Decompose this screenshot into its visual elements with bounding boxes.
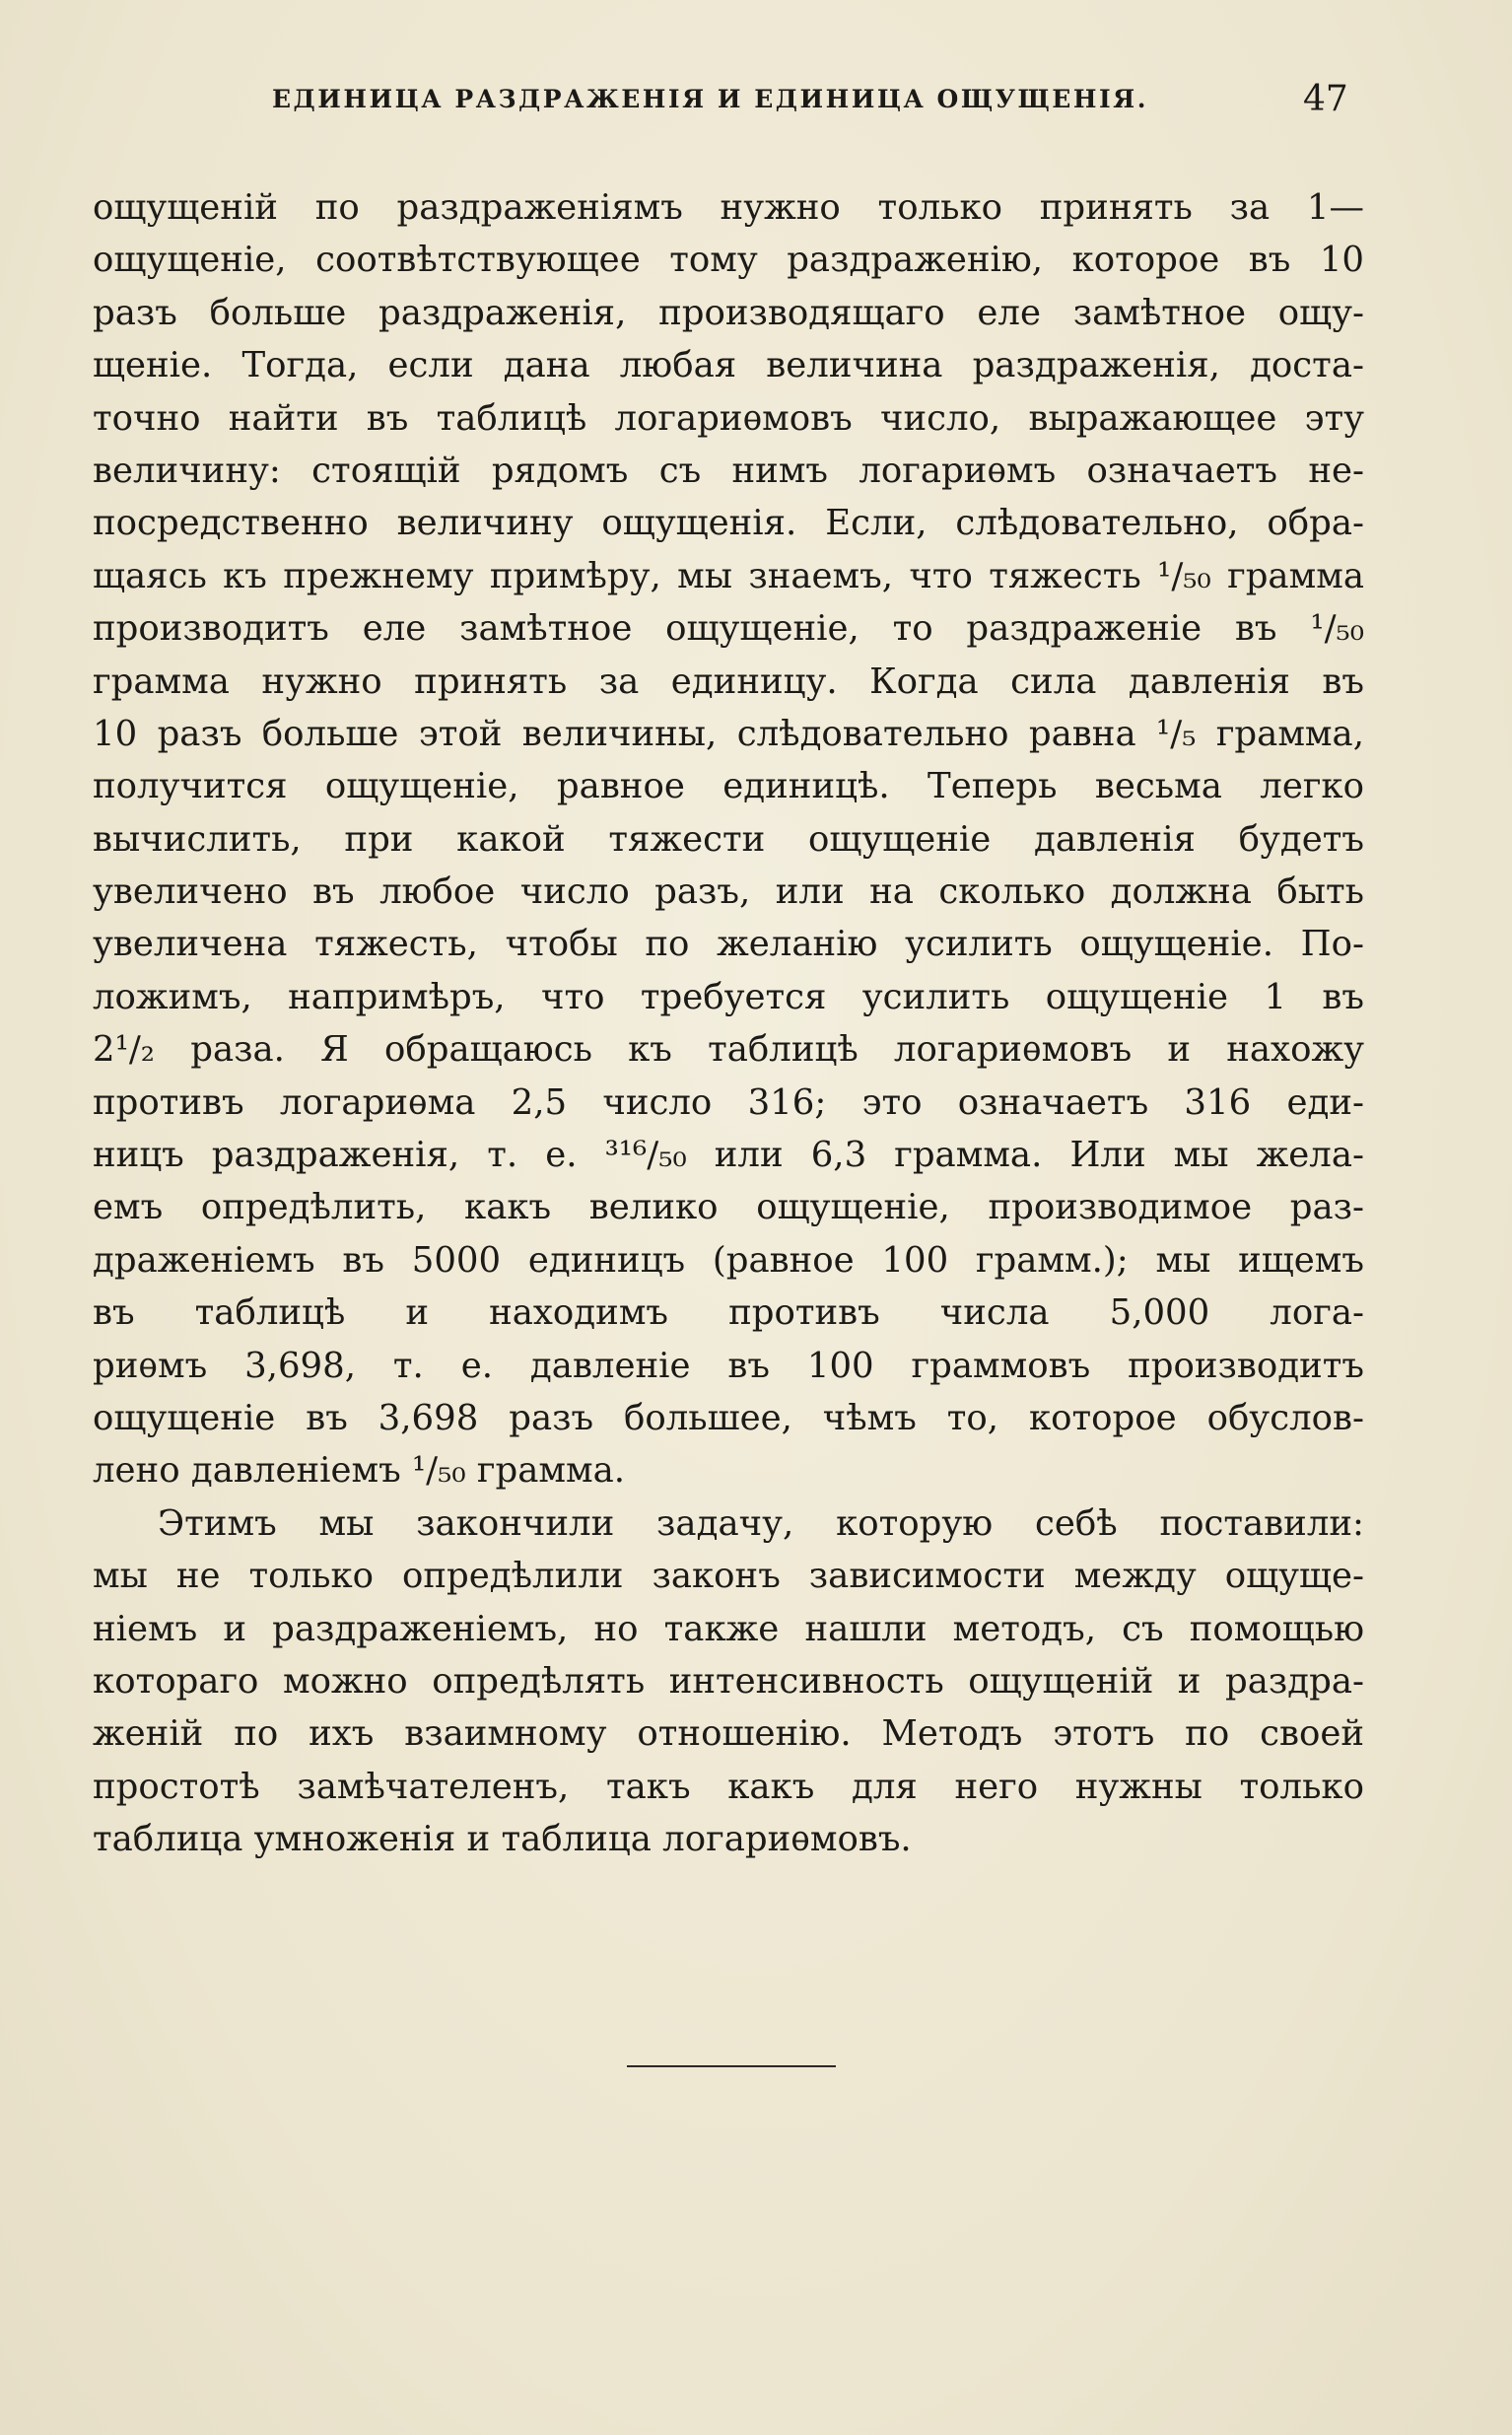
text-line: вычислить, при какой тяжести ощущеніе давленія будетъ (93, 818, 1364, 860)
text-line: противъ логариѳма 2,5 число 316; это означаетъ 316 еди- (93, 1081, 1364, 1123)
text-line: получится ощущеніе, равное единицѣ. Теперь весьма легко (93, 766, 1364, 807)
text-line: щаясь къ прежнему примѣру, мы знаемъ, что тяжесть ¹/₅₀ грамма (93, 555, 1364, 596)
paragraph-1 (93, 181, 1364, 1497)
text-line: въ таблицѣ и находимъ противъ числа 5,000 лога- (93, 1292, 1364, 1334)
body-text (93, 181, 1364, 1866)
text-line: таблица умноженія и таблица логариѳмовъ. (93, 1819, 912, 1860)
text-line: щеніе. Тогда, если дана любая величина раздраженія, доста- (93, 345, 1364, 386)
text-line: драженіемъ въ 5000 единицъ (равное 100 грамм.); мы ищемъ (93, 1239, 1364, 1281)
text-line: точно найти въ таблицѣ логариѳмовъ число, выражающее эту (93, 397, 1364, 439)
text-line: величину: стоящій рядомъ съ нимъ логариѳмъ означаетъ не- (93, 450, 1364, 491)
end-rule-divider (627, 2065, 836, 2067)
text-line: 10 разъ больше этой величины, слѣдовательно равна ¹/₅ грамма, (93, 713, 1364, 754)
text-line: увеличена тяжесть, чтобы по желанію усилить ощущеніе. По- (93, 924, 1364, 965)
text-line: Этимъ мы закончили задачу, которую себѣ поставили: (158, 1502, 1364, 1544)
text-line: увеличено въ любое число разъ, или на сколько должна быть (93, 871, 1364, 913)
text-line: 2¹/₂ раза. Я обращаюсь къ таблицѣ логариѳмовъ и нахожу (93, 1029, 1364, 1071)
text-line: котораго можно опредѣлять интенсивность ощущеній и раздра- (93, 1660, 1364, 1702)
text-line: ложимъ, напримѣръ, что требуется усилить ощущеніе 1 въ (93, 976, 1364, 1017)
text-line: мы не только опредѣлили законъ зависимости между ощуще- (93, 1556, 1364, 1597)
text-line: ніемъ и раздраженіемъ, но также нашли методъ, съ помощью (93, 1608, 1364, 1649)
text-line: посредственно величину ощущенія. Если, слѣдовательно, обра- (93, 503, 1364, 544)
text-line: ницъ раздраженія, т. е. ³¹⁶/₅₀ или 6,3 грамма. Или мы жела- (93, 1135, 1364, 1176)
text-line: грамма нужно принять за единицу. Когда сила давленія въ (93, 661, 1364, 702)
page-number: 47 (1303, 79, 1348, 119)
text-line: женій по ихъ взаимному отношенію. Методъ этотъ по своей (93, 1713, 1364, 1755)
paragraph-2 (93, 1497, 1364, 1866)
text-line: риѳмъ 3,698, т. е. давленіе въ 100 граммовъ производитъ (93, 1345, 1364, 1386)
text-line: производитъ еле замѣтное ощущеніе, то раздраженіе въ ¹/₅₀ (93, 608, 1364, 650)
text-line: ощущеніе въ 3,698 разъ большее, чѣмъ то, которое обуслов- (93, 1397, 1364, 1438)
text-line: простотѣ замѣчателенъ, такъ какъ для него нужны только (93, 1766, 1364, 1807)
text-line: ощущеній по раздраженіямъ нужно только принять за 1— (93, 187, 1364, 228)
text-line: разъ больше раздраженія, производящаго еле замѣтное ощу- (93, 292, 1364, 333)
running-title: ЕДИНИЦА РАЗДРАЖЕНІЯ И ЕДИНИЦА ОЩУЩЕНІЯ. (272, 85, 1148, 113)
text-line: ощущеніе, соотвѣтствующее тому раздраженію, которое въ 10 (93, 240, 1364, 281)
text-line: лено давленіемъ ¹/₅₀ грамма. (93, 1450, 626, 1492)
text-line: емъ опредѣлить, какъ велико ощущеніе, производимое раз- (93, 1187, 1364, 1228)
